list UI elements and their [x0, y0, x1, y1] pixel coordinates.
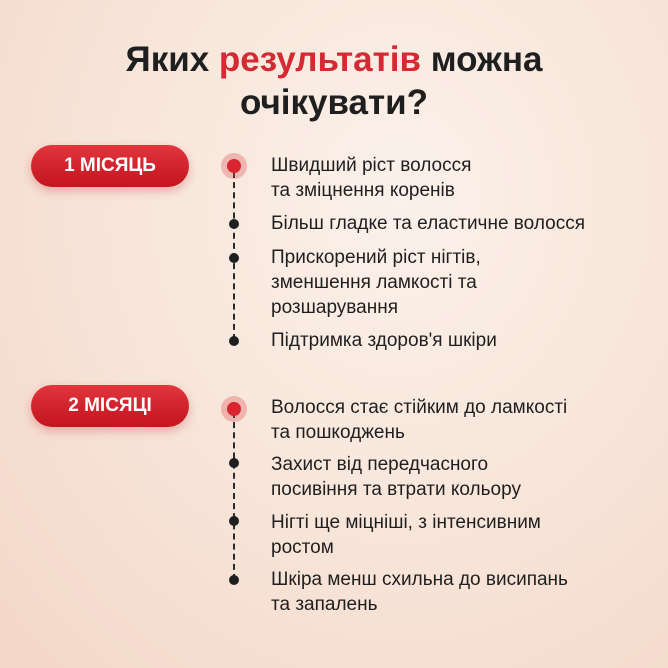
list-item: Прискорений ріст нігтів, зменшення ламкості та розшарування	[271, 247, 481, 318]
list-item: Більш гладке та еластичне волосся	[271, 213, 585, 234]
page-title	[0, 38, 668, 124]
timeline-dot	[229, 458, 239, 468]
badge-month-1: 1 МІСЯЦЬ	[31, 145, 189, 187]
title-line-1	[0, 38, 668, 81]
list-item: Захист від передчасного посивіння та втрати кольору	[271, 454, 521, 500]
badge-month-2: 2 МІСЯЦІ	[31, 385, 189, 427]
timeline-dot-active-1	[227, 159, 241, 173]
timeline-dot-active-2	[227, 402, 241, 416]
title-part-1: Яких	[125, 40, 219, 79]
timeline-dot	[229, 575, 239, 585]
list-item: Швидший ріст волосся та зміцнення коренів	[271, 155, 472, 201]
title-line-2: очікувати?	[239, 83, 429, 122]
timeline-dot	[229, 516, 239, 526]
timeline-dot	[229, 336, 239, 346]
list-item: Волосся стає стійким до ламкості та пошкоджень	[271, 397, 568, 443]
title-accent: результатів	[218, 40, 421, 79]
timeline-line-2	[233, 412, 235, 580]
list-item: Підтримка здоров'я шкіри	[271, 330, 497, 351]
list-item: Нігті ще міцніші, з інтенсивним ростом	[271, 512, 541, 558]
timeline-dot	[229, 253, 239, 263]
title-part-2: можна	[420, 40, 543, 79]
timeline-dot	[229, 219, 239, 229]
list-item: Шкіра менш схильна до висипань та запалень	[271, 569, 568, 615]
